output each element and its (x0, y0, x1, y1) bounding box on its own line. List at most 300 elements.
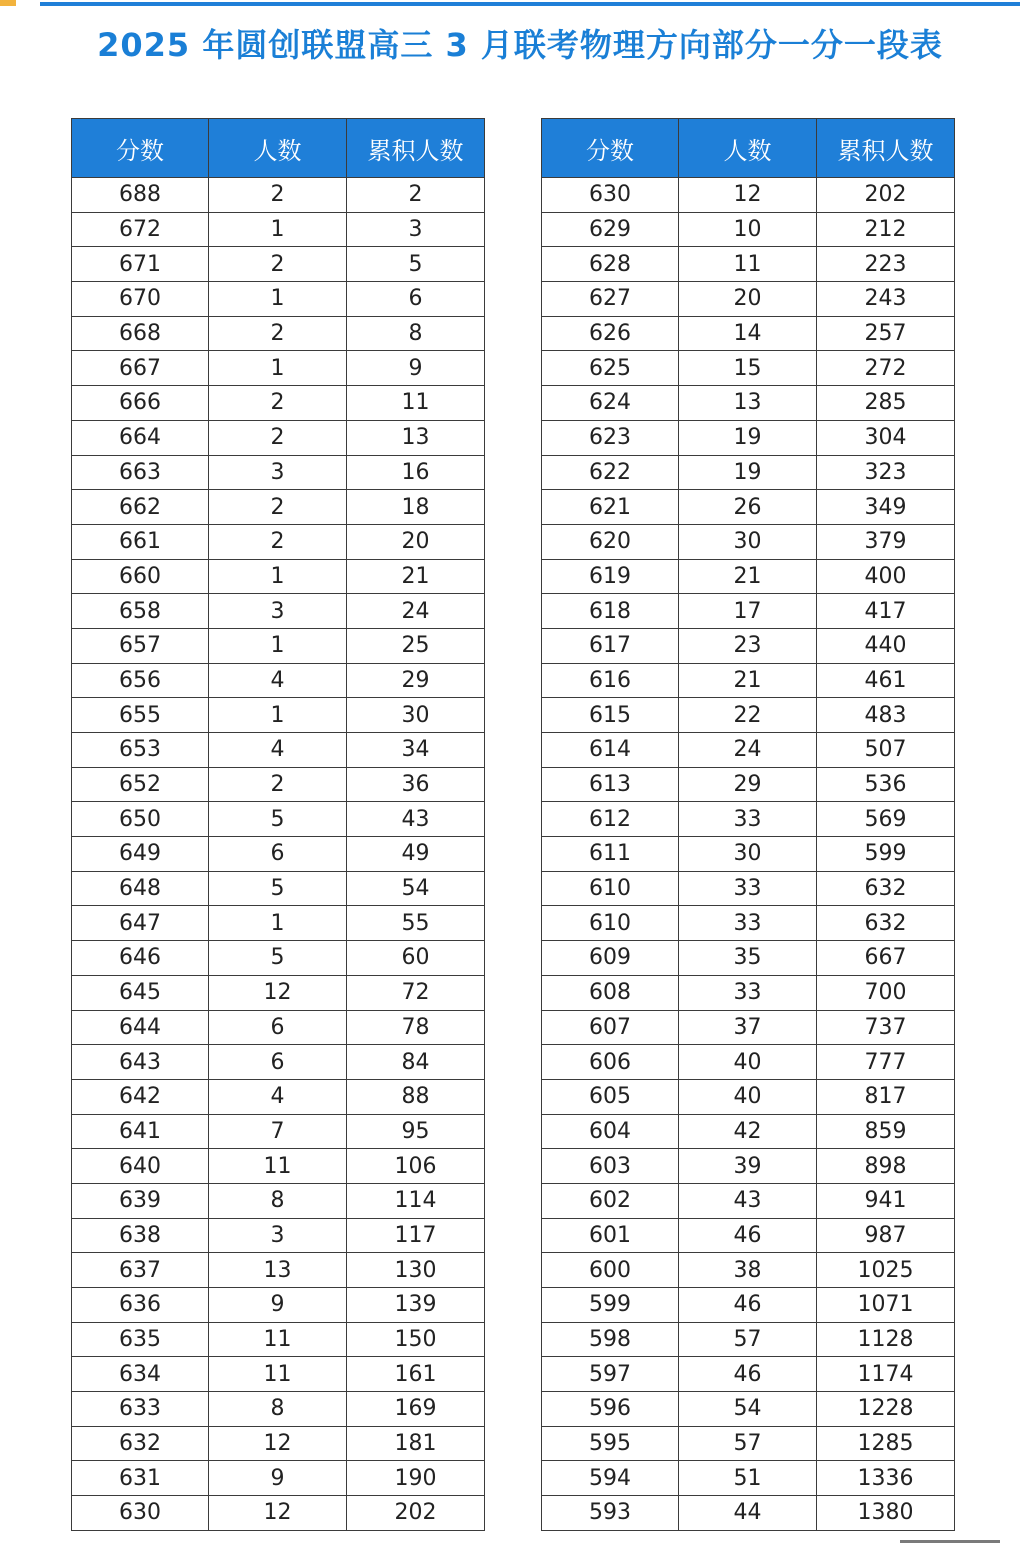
cell-cumulative: 25 (347, 628, 485, 663)
table-row (542, 420, 955, 455)
cell-count: 8 (209, 1392, 347, 1427)
cell-score: 650 (72, 802, 209, 837)
table-row (72, 316, 485, 351)
cell-score: 664 (72, 420, 209, 455)
table-row (72, 490, 485, 525)
cell-count: 14 (679, 316, 817, 351)
table-row (72, 559, 485, 594)
cell-count: 23 (679, 628, 817, 663)
cell-cumulative: 130 (347, 1253, 485, 1288)
cell-cumulative: 323 (817, 455, 955, 490)
cell-count: 2 (209, 524, 347, 559)
cell-count: 33 (679, 871, 817, 906)
table-row (72, 524, 485, 559)
table-row (72, 386, 485, 421)
table-row (72, 767, 485, 802)
cell-count: 4 (209, 663, 347, 698)
table-row (72, 178, 485, 213)
cell-count: 2 (209, 178, 347, 213)
cell-count: 39 (679, 1149, 817, 1184)
table-row (72, 871, 485, 906)
table-row (72, 1496, 485, 1531)
cell-score: 597 (542, 1357, 679, 1392)
cell-cumulative: 6 (347, 282, 485, 317)
cell-cumulative: 16 (347, 455, 485, 490)
table-row (542, 1010, 955, 1045)
cell-score: 671 (72, 247, 209, 282)
cell-score: 619 (542, 559, 679, 594)
table-row (72, 455, 485, 490)
cell-score: 611 (542, 837, 679, 872)
table-row (542, 1392, 955, 1427)
cell-cumulative: 181 (347, 1426, 485, 1461)
cell-cumulative: 632 (817, 871, 955, 906)
cell-count: 11 (679, 247, 817, 282)
cell-count: 33 (679, 906, 817, 941)
cell-score: 620 (542, 524, 679, 559)
cell-score: 594 (542, 1461, 679, 1496)
cell-cumulative: 777 (817, 1045, 955, 1080)
table-row (72, 594, 485, 629)
cell-score: 607 (542, 1010, 679, 1045)
cell-score: 605 (542, 1079, 679, 1114)
cell-score: 647 (72, 906, 209, 941)
cell-cumulative: 304 (817, 420, 955, 455)
cell-count: 6 (209, 1010, 347, 1045)
cell-cumulative: 285 (817, 386, 955, 421)
table-row (72, 1322, 485, 1357)
cell-cumulative: 667 (817, 941, 955, 976)
cell-count: 40 (679, 1079, 817, 1114)
cell-score: 660 (72, 559, 209, 594)
cell-score: 610 (542, 906, 679, 941)
cell-count: 11 (209, 1322, 347, 1357)
cell-cumulative: 987 (817, 1218, 955, 1253)
table-row (72, 906, 485, 941)
cell-cumulative: 88 (347, 1079, 485, 1114)
cell-score: 601 (542, 1218, 679, 1253)
cell-cumulative: 379 (817, 524, 955, 559)
table-row (542, 975, 955, 1010)
cell-score: 668 (72, 316, 209, 351)
cell-count: 10 (679, 212, 817, 247)
cell-cumulative: 1128 (817, 1322, 955, 1357)
table-row (72, 1288, 485, 1323)
table-row (542, 1322, 955, 1357)
corner-mark (0, 0, 16, 6)
cell-score: 637 (72, 1253, 209, 1288)
table-row (542, 871, 955, 906)
cell-count: 20 (679, 282, 817, 317)
cell-count: 12 (679, 178, 817, 213)
cell-count: 30 (679, 837, 817, 872)
table-row (542, 1079, 955, 1114)
cell-score: 625 (542, 351, 679, 386)
cell-cumulative: 169 (347, 1392, 485, 1427)
score-table-right (541, 118, 955, 1531)
cell-cumulative: 30 (347, 698, 485, 733)
cell-cumulative: 941 (817, 1183, 955, 1218)
top-rule (40, 2, 1020, 6)
cell-score: 667 (72, 351, 209, 386)
table-row (72, 1183, 485, 1218)
cell-count: 2 (209, 767, 347, 802)
cell-count: 2 (209, 420, 347, 455)
cell-score: 655 (72, 698, 209, 733)
table-row (72, 247, 485, 282)
cell-score: 663 (72, 455, 209, 490)
cell-score: 670 (72, 282, 209, 317)
cell-cumulative: 599 (817, 837, 955, 872)
cell-count: 15 (679, 351, 817, 386)
cell-score: 666 (72, 386, 209, 421)
header-row (542, 119, 955, 178)
cell-cumulative: 700 (817, 975, 955, 1010)
table-row (542, 802, 955, 837)
cell-cumulative: 84 (347, 1045, 485, 1080)
cell-score: 635 (72, 1322, 209, 1357)
cell-cumulative: 13 (347, 420, 485, 455)
cell-cumulative: 1071 (817, 1288, 955, 1323)
cell-cumulative: 1174 (817, 1357, 955, 1392)
cell-count: 7 (209, 1114, 347, 1149)
cell-cumulative: 272 (817, 351, 955, 386)
cell-score: 621 (542, 490, 679, 525)
cell-score: 598 (542, 1322, 679, 1357)
cell-count: 26 (679, 490, 817, 525)
cell-count: 46 (679, 1357, 817, 1392)
cell-cumulative: 150 (347, 1322, 485, 1357)
cell-count: 1 (209, 212, 347, 247)
cell-count: 51 (679, 1461, 817, 1496)
cell-count: 1 (209, 559, 347, 594)
cell-cumulative: 24 (347, 594, 485, 629)
cell-count: 3 (209, 594, 347, 629)
cell-score: 652 (72, 767, 209, 802)
table-row (72, 975, 485, 1010)
cell-score: 596 (542, 1392, 679, 1427)
cell-cumulative: 1025 (817, 1253, 955, 1288)
table-row (72, 698, 485, 733)
cell-count: 38 (679, 1253, 817, 1288)
cell-count: 33 (679, 975, 817, 1010)
cell-cumulative: 8 (347, 316, 485, 351)
table-row (542, 1114, 955, 1149)
cell-score: 661 (72, 524, 209, 559)
cell-cumulative: 1285 (817, 1426, 955, 1461)
cell-cumulative: 257 (817, 316, 955, 351)
table-row (72, 1114, 485, 1149)
cell-cumulative: 36 (347, 767, 485, 802)
table-row (542, 628, 955, 663)
cell-score: 658 (72, 594, 209, 629)
table-row (72, 351, 485, 386)
cell-score: 643 (72, 1045, 209, 1080)
cell-score: 646 (72, 941, 209, 976)
cell-cumulative: 1380 (817, 1496, 955, 1531)
cell-score: 662 (72, 490, 209, 525)
cell-score: 628 (542, 247, 679, 282)
cell-count: 46 (679, 1218, 817, 1253)
table-row (72, 212, 485, 247)
cell-score: 600 (542, 1253, 679, 1288)
cell-cumulative: 18 (347, 490, 485, 525)
table-row (542, 386, 955, 421)
cell-score: 657 (72, 628, 209, 663)
cell-count: 42 (679, 1114, 817, 1149)
cell-score: 642 (72, 1079, 209, 1114)
cell-count: 19 (679, 420, 817, 455)
column-header-score: 分数 (542, 119, 679, 178)
table-row (542, 698, 955, 733)
cell-score: 634 (72, 1357, 209, 1392)
cell-score: 604 (542, 1114, 679, 1149)
cell-score: 648 (72, 871, 209, 906)
cell-count: 37 (679, 1010, 817, 1045)
table-row (72, 837, 485, 872)
cell-score: 615 (542, 698, 679, 733)
cell-cumulative: 507 (817, 733, 955, 768)
cell-score: 595 (542, 1426, 679, 1461)
page-title: 2025 年圆创联盟高三 3 月联考物理方向部分一分一段表 (97, 26, 943, 64)
column-header-count: 人数 (679, 119, 817, 178)
table-row (72, 1253, 485, 1288)
cell-cumulative: 5 (347, 247, 485, 282)
cell-score: 641 (72, 1114, 209, 1149)
column-header-cumulative: 累积人数 (817, 119, 955, 178)
cell-cumulative: 400 (817, 559, 955, 594)
cell-count: 12 (209, 1426, 347, 1461)
cell-count: 1 (209, 351, 347, 386)
cell-score: 623 (542, 420, 679, 455)
table-row (72, 1079, 485, 1114)
cell-score: 639 (72, 1183, 209, 1218)
score-table-left (71, 118, 485, 1531)
table-row (542, 212, 955, 247)
cell-score: 616 (542, 663, 679, 698)
cell-score: 617 (542, 628, 679, 663)
footer-mark (900, 1540, 1000, 1553)
cell-count: 2 (209, 386, 347, 421)
cell-score: 603 (542, 1149, 679, 1184)
table-row (72, 1218, 485, 1253)
cell-score: 627 (542, 282, 679, 317)
cell-count: 2 (209, 490, 347, 525)
table-row (72, 733, 485, 768)
cell-score: 613 (542, 767, 679, 802)
table-row (72, 1426, 485, 1461)
cell-count: 5 (209, 802, 347, 837)
cell-score: 612 (542, 802, 679, 837)
cell-count: 3 (209, 455, 347, 490)
cell-cumulative: 243 (817, 282, 955, 317)
cell-count: 8 (209, 1183, 347, 1218)
cell-cumulative: 536 (817, 767, 955, 802)
table-row (542, 1149, 955, 1184)
cell-score: 688 (72, 178, 209, 213)
cell-count: 13 (209, 1253, 347, 1288)
cell-cumulative: 95 (347, 1114, 485, 1149)
cell-cumulative: 483 (817, 698, 955, 733)
cell-count: 4 (209, 1079, 347, 1114)
table-row (72, 663, 485, 698)
cell-score: 602 (542, 1183, 679, 1218)
cell-cumulative: 72 (347, 975, 485, 1010)
table-row (542, 1218, 955, 1253)
table-row (542, 1357, 955, 1392)
cell-count: 57 (679, 1426, 817, 1461)
cell-cumulative: 1336 (817, 1461, 955, 1496)
table-row (542, 1426, 955, 1461)
cell-count: 35 (679, 941, 817, 976)
cell-score: 593 (542, 1496, 679, 1531)
cell-count: 9 (209, 1288, 347, 1323)
table-row (72, 420, 485, 455)
table-row (542, 455, 955, 490)
cell-score: 632 (72, 1426, 209, 1461)
cell-score: 614 (542, 733, 679, 768)
table-row (542, 663, 955, 698)
cell-score: 630 (542, 178, 679, 213)
cell-count: 12 (209, 975, 347, 1010)
table-row (72, 1010, 485, 1045)
table-row (542, 594, 955, 629)
column-header-score: 分数 (72, 119, 209, 178)
column-header-count: 人数 (209, 119, 347, 178)
table-row (72, 1392, 485, 1427)
cell-count: 21 (679, 663, 817, 698)
cell-cumulative: 114 (347, 1183, 485, 1218)
cell-cumulative: 9 (347, 351, 485, 386)
cell-cumulative: 34 (347, 733, 485, 768)
table-row (542, 559, 955, 594)
table-row (542, 906, 955, 941)
cell-cumulative: 190 (347, 1461, 485, 1496)
cell-cumulative: 29 (347, 663, 485, 698)
cell-count: 21 (679, 559, 817, 594)
cell-count: 57 (679, 1322, 817, 1357)
cell-score: 630 (72, 1496, 209, 1531)
cell-cumulative: 1228 (817, 1392, 955, 1427)
cell-score: 644 (72, 1010, 209, 1045)
cell-count: 5 (209, 871, 347, 906)
cell-count: 5 (209, 941, 347, 976)
cell-score: 618 (542, 594, 679, 629)
table-row (542, 1461, 955, 1496)
cell-cumulative: 117 (347, 1218, 485, 1253)
cell-cumulative: 817 (817, 1079, 955, 1114)
cell-cumulative: 632 (817, 906, 955, 941)
cell-cumulative: 440 (817, 628, 955, 663)
table-row (542, 941, 955, 976)
cell-cumulative: 139 (347, 1288, 485, 1323)
cell-count: 40 (679, 1045, 817, 1080)
table-row (542, 1253, 955, 1288)
cell-count: 2 (209, 247, 347, 282)
cell-cumulative: 49 (347, 837, 485, 872)
cell-score: 649 (72, 837, 209, 872)
table-row (72, 628, 485, 663)
cell-count: 17 (679, 594, 817, 629)
table-row (542, 178, 955, 213)
cell-cumulative: 737 (817, 1010, 955, 1045)
cell-count: 46 (679, 1288, 817, 1323)
table-row (542, 767, 955, 802)
cell-count: 11 (209, 1357, 347, 1392)
cell-count: 54 (679, 1392, 817, 1427)
cell-score: 626 (542, 316, 679, 351)
cell-score: 633 (72, 1392, 209, 1427)
cell-score: 638 (72, 1218, 209, 1253)
table-row (542, 490, 955, 525)
cell-score: 629 (542, 212, 679, 247)
cell-count: 24 (679, 733, 817, 768)
table-row (542, 837, 955, 872)
cell-count: 4 (209, 733, 347, 768)
cell-cumulative: 161 (347, 1357, 485, 1392)
cell-cumulative: 461 (817, 663, 955, 698)
table-row (542, 351, 955, 386)
cell-score: 608 (542, 975, 679, 1010)
cell-count: 12 (209, 1496, 347, 1531)
table-row (72, 1149, 485, 1184)
cell-score: 656 (72, 663, 209, 698)
table-row (72, 802, 485, 837)
cell-count: 6 (209, 1045, 347, 1080)
cell-score: 631 (72, 1461, 209, 1496)
cell-score: 672 (72, 212, 209, 247)
table-row (542, 1496, 955, 1531)
cell-count: 33 (679, 802, 817, 837)
table-row (542, 1288, 955, 1323)
table-row (542, 247, 955, 282)
table-row (542, 733, 955, 768)
cell-score: 609 (542, 941, 679, 976)
cell-cumulative: 21 (347, 559, 485, 594)
cell-cumulative: 223 (817, 247, 955, 282)
table-row (72, 941, 485, 976)
cell-cumulative: 43 (347, 802, 485, 837)
cell-count: 1 (209, 698, 347, 733)
table-row (542, 1183, 955, 1218)
cell-count: 29 (679, 767, 817, 802)
header-row (72, 119, 485, 178)
cell-cumulative: 202 (347, 1496, 485, 1531)
cell-cumulative: 212 (817, 212, 955, 247)
cell-cumulative: 55 (347, 906, 485, 941)
cell-score: 622 (542, 455, 679, 490)
cell-count: 19 (679, 455, 817, 490)
cell-cumulative: 898 (817, 1149, 955, 1184)
cell-cumulative: 78 (347, 1010, 485, 1045)
cell-cumulative: 202 (817, 178, 955, 213)
cell-score: 606 (542, 1045, 679, 1080)
table-row (542, 282, 955, 317)
table-row (72, 1461, 485, 1496)
column-header-cumulative: 累积人数 (347, 119, 485, 178)
cell-count: 30 (679, 524, 817, 559)
cell-score: 636 (72, 1288, 209, 1323)
cell-score: 645 (72, 975, 209, 1010)
cell-count: 44 (679, 1496, 817, 1531)
cell-count: 3 (209, 1218, 347, 1253)
cell-cumulative: 417 (817, 594, 955, 629)
cell-cumulative: 20 (347, 524, 485, 559)
cell-count: 9 (209, 1461, 347, 1496)
cell-count: 6 (209, 837, 347, 872)
cell-count: 1 (209, 906, 347, 941)
cell-score: 624 (542, 386, 679, 421)
